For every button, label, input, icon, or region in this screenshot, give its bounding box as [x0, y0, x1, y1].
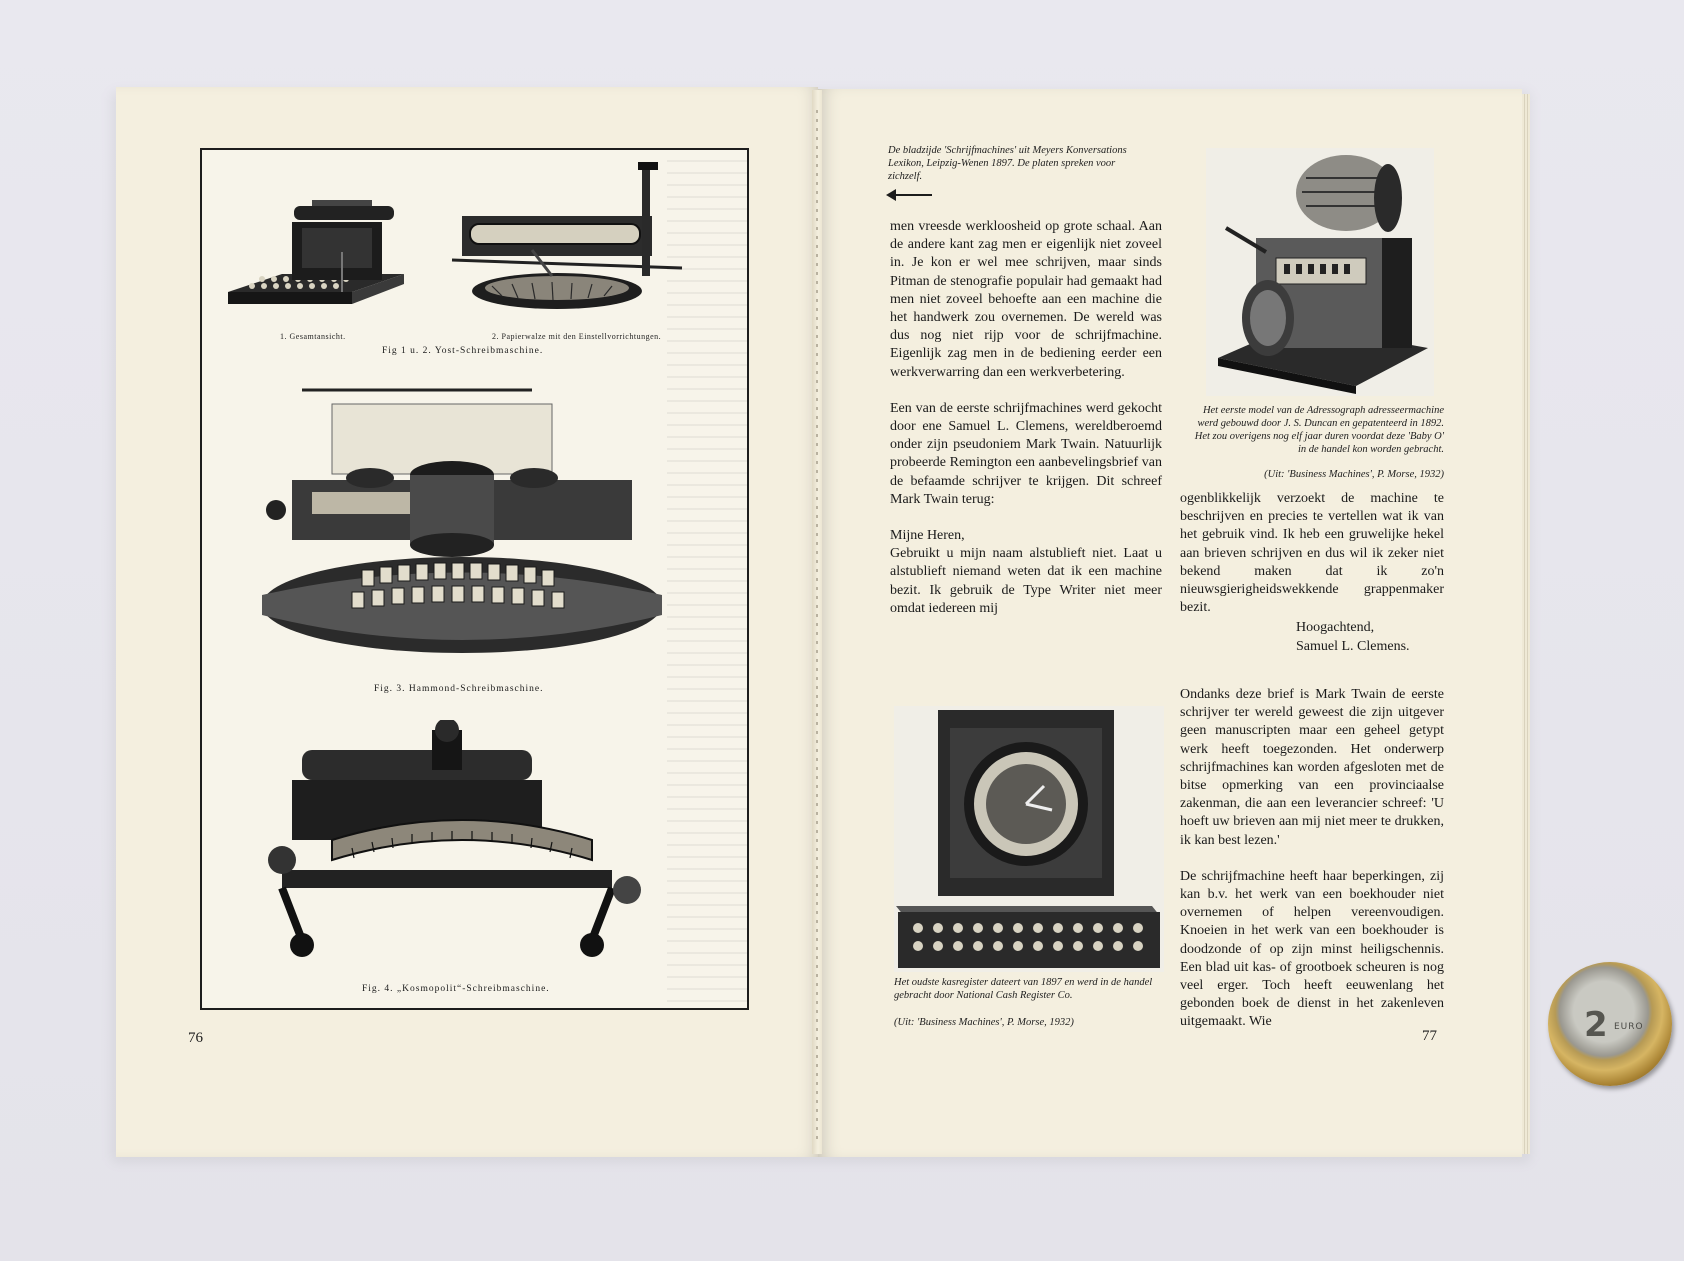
fig3-title: Fig. 3. Hammond-Schreibmaschine. — [374, 684, 544, 694]
text-column-right-bottom — [1180, 686, 1444, 1032]
cash-register-caption: Het oudste kasregister dateert van 1897 en werd in de handel gebracht door National Cash Register Co. — [894, 977, 1153, 1001]
page-edges — [1522, 94, 1530, 1154]
encyclopedia-plate — [200, 148, 749, 1010]
left-arrow-icon — [888, 194, 932, 196]
yost-typewriter-illustration — [222, 192, 407, 322]
fig1-caption: 1. Gesamtansicht. — [280, 332, 346, 341]
intro-caption: De bladzijde 'Schrijfmachines' uit Meyers Konversations Lexikon, Leipzig-Wenen 1897. De platen spreken voor zichzelf. — [888, 145, 1127, 182]
fig2-caption: 2. Papierwalze mit den Einstellvorrichtungen. — [492, 332, 662, 341]
coin-denomination: 2 — [1584, 1005, 1608, 1045]
right-page-number: 77 — [1422, 1028, 1437, 1044]
adressograph-photo — [1206, 148, 1434, 396]
cash-register-source: (Uit: 'Business Machines', P. Morse, 1932) — [894, 1017, 1074, 1028]
left-page-number: 76 — [188, 1030, 203, 1046]
fig12-title: Fig 1 u. 2. Yost-Schreibmaschine. — [382, 346, 544, 356]
letter-signature: Samuel L. Clemens. — [1296, 638, 1410, 654]
cash-register-photo — [894, 706, 1164, 972]
text-column-left — [890, 218, 1162, 618]
binding-stitches — [816, 110, 818, 1140]
letter-continuation: ogenblikkelijk verzoekt de machine te beschrijven en precies te vertellen wat ik van het gebruik vind. Ik heb een gruwelijke hekel aan brieven schrijven en dus wil ik zeker niet bekend maken dat ik zo'n nieuwsgierigheidswekkende grappenmaker bezit. — [1180, 491, 1444, 616]
adressograph-caption: Het eerste model van de Adressograph adresseermachine werd gebouwd door J. S. Duncan en gepatenteerd in 1892. Het zou overigens nog elf jaar duren voordat deze 'Baby O' in de handel kon worden gebracht. — [1194, 405, 1444, 455]
letter-salutation: Mijne Heren, — [890, 528, 965, 544]
col2-paragraph-1: Ondanks deze brief is Mark Twain de eerste schrijver ter wereld geweest die zijn uitgever geen manuscripten maar een geheel getypt werk heeft toegezonden. Het onderwerp schrijfmachines kan worden afgesloten met de bitse opmerking van een provinciaalse zakenman, die aan een leverancier schreef: 'U hoeft uw brieven aan mij niet meer te drukken, ik kan best lezen.' — [1180, 687, 1444, 848]
col1-paragraph-1: men vreesde werkloosheid op grote schaal. Aan de andere kant zag men er eigenlijk niet zoveel in. Je kon er wel mee schrijven, maar sinds Pitman de stenografie populair had gemaakt had men niet zoveel behoefte aan een machine die het handwerk zou overnemen. De wereld was dus nog niet rijp voor de schrijfmachine. Eigenlijk zag men in de bediening eerder een werkverwarring dan een werkverbetering. — [890, 219, 1162, 380]
letter-closing: Hoogachtend, — [1296, 620, 1375, 636]
col1-paragraph-2: Een van de eerste schrijfmachines werd gekocht door ene Samuel L. Clemens, wereldberoemd onder zijn pseudoniem Mark Twain. Natuurlijk probeerde Remington een aanbevelingsbrief van de befaamde schrijver te krijgen. Dit schreef Mark Twain terug: — [890, 400, 1162, 507]
col2-paragraph-2: De schrijfmachine heeft haar beperkingen, zij kan b.v. het werk van een boekhouder niet overnemen of helpen vereenvoudigen. Knoeien in het werk van een boekhouder is doodzonde of op zijn minst heiligschennis. Een blad uit kas- of grootboek scheuren is nog veel erger. Toch heeft eeuwenlang het gebonden boek de dienst in het zakenleven uitgemaakt. Wie — [1180, 868, 1444, 1030]
adressograph-source: (Uit: 'Business Machines', P. Morse, 1932) — [1264, 469, 1444, 480]
coin-euro-label: EURO — [1614, 1022, 1644, 1032]
letter-body: Gebruikt u mijn naam alstublieft niet. Laat u alstublieft niemand weten dat ik een machine bezit. Ik gebruik de Type Writer niet meer omdat iedereen mij — [890, 546, 1162, 616]
hammond-typewriter-illustration — [252, 380, 672, 670]
fig4-title: Fig. 4. „Kosmopolit“-Schreibmaschine. — [362, 984, 550, 994]
kosmopolit-typewriter-illustration — [262, 720, 662, 970]
two-euro-coin — [1548, 962, 1672, 1086]
paper-roller-illustration — [442, 156, 692, 316]
text-column-right-top — [1180, 490, 1444, 656]
